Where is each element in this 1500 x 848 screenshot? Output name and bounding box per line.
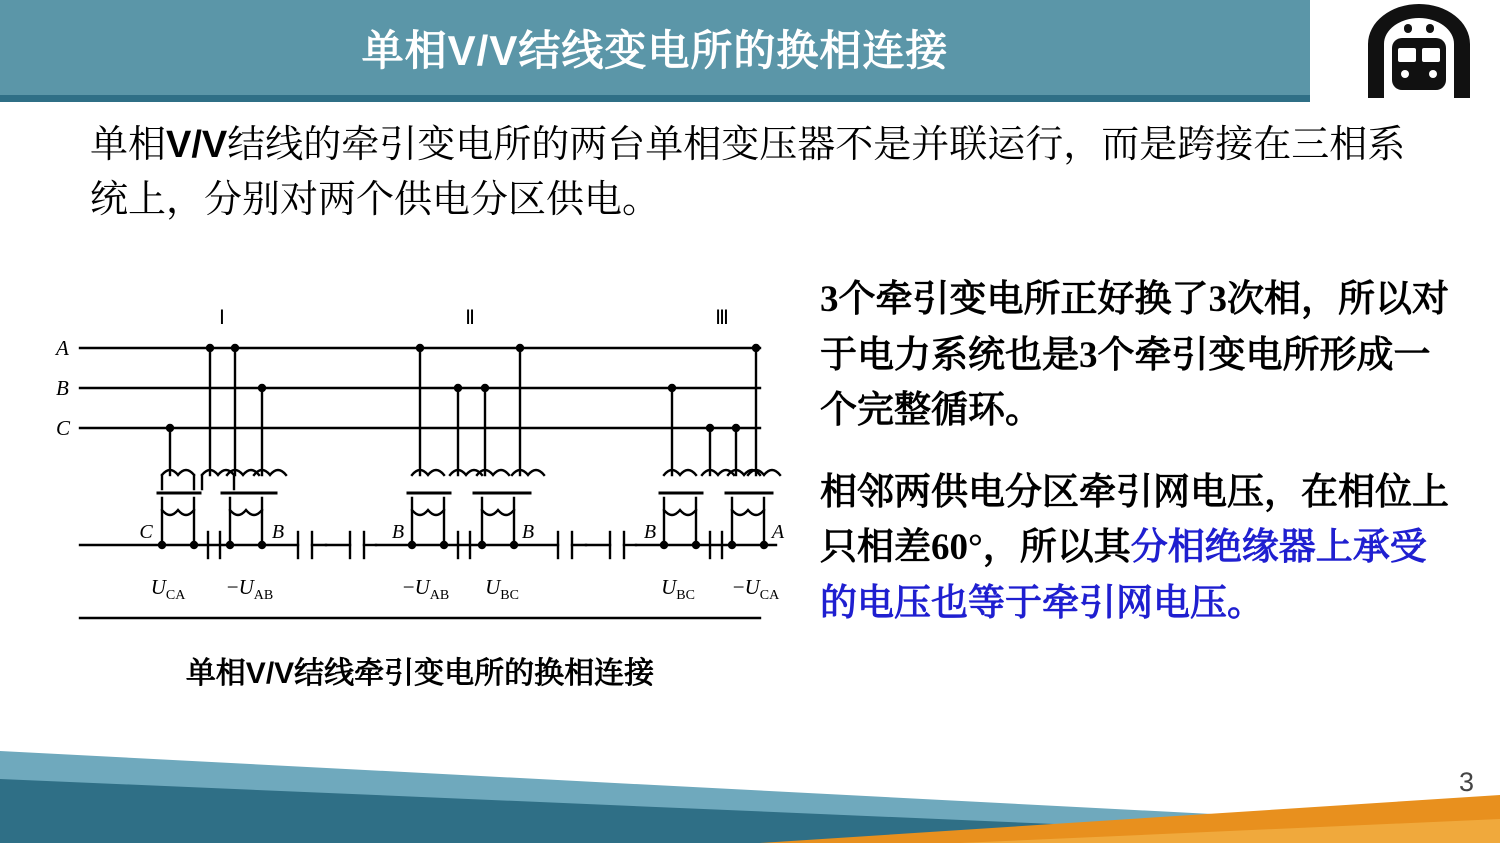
voltage-label-3: $-U_{AB}$ (402, 575, 450, 603)
substation-label-2: Ⅱ (465, 307, 475, 329)
metro-train-logo-icon (1360, 4, 1478, 100)
title-accent-bar (0, 95, 1310, 102)
circuit-diagram (50, 300, 790, 700)
p1-text-1: 个牵引变电所正好换了 (838, 279, 1209, 320)
bus-label-b: B (56, 376, 69, 400)
intro-text-b: V/V (166, 124, 228, 166)
p2-text-2: ，所以其 (982, 527, 1131, 568)
p1-text-2: 次相，所以对于电力系统也是 (820, 279, 1449, 376)
p1-text-3: 个牵引变电所形成一个完整循环。 (820, 334, 1431, 431)
voltage-label-2: $-U_{AB}$ (226, 575, 274, 603)
voltage-label-1: $U_{CA}$ (150, 575, 186, 603)
slide-title-bar (0, 0, 1310, 95)
right-text-column (820, 272, 1460, 657)
figure-caption: 单相V/V结线牵引变电所的换相连接 (185, 657, 655, 690)
p1-num-1: 3 (820, 279, 839, 320)
p2-text-1: 相邻两供电分区牵引网电压，在相位上只相差 (820, 471, 1449, 568)
substation-label-1: Ⅰ (219, 307, 225, 329)
bus-label-c: C (56, 416, 71, 440)
p1-num-3: 3 (1079, 334, 1098, 376)
section-label-1: C (139, 521, 153, 543)
page-title: 单相V/V结线变电所的换相连接 (361, 26, 949, 74)
intro-paragraph (90, 118, 1410, 228)
p1-num-2: 3 (1208, 279, 1227, 320)
footer-decoration (0, 733, 1500, 843)
substation-label-3: Ⅲ (715, 307, 729, 329)
voltage-label-5: $U_{BC}$ (661, 575, 695, 603)
section-label-2: B (271, 521, 285, 543)
section-label-5: B (643, 521, 657, 543)
intro-text-c: 结线的牵引变电所的两台单相变压器不是并联运行，而是跨接在三相系统上，分别对两个供电分区供电。 (90, 124, 1406, 222)
bus-label-a: A (56, 336, 69, 360)
section-label-3: B (391, 521, 405, 543)
p2-highlight: 分相绝缘器上承受的电压也等于牵引网电压。 (820, 527, 1427, 624)
section-label-4: B (521, 521, 535, 543)
right-paragraph-1 (820, 272, 1460, 439)
p2-angle: 60° (931, 527, 983, 568)
section-label-6: A (771, 521, 785, 543)
page-number: 3 (1458, 767, 1474, 797)
voltage-label-4: $U_{BC}$ (485, 575, 519, 603)
intro-text-a: 单相 (90, 124, 167, 166)
right-paragraph-2 (820, 465, 1460, 632)
voltage-label-6: $-U_{CA}$ (732, 575, 780, 603)
